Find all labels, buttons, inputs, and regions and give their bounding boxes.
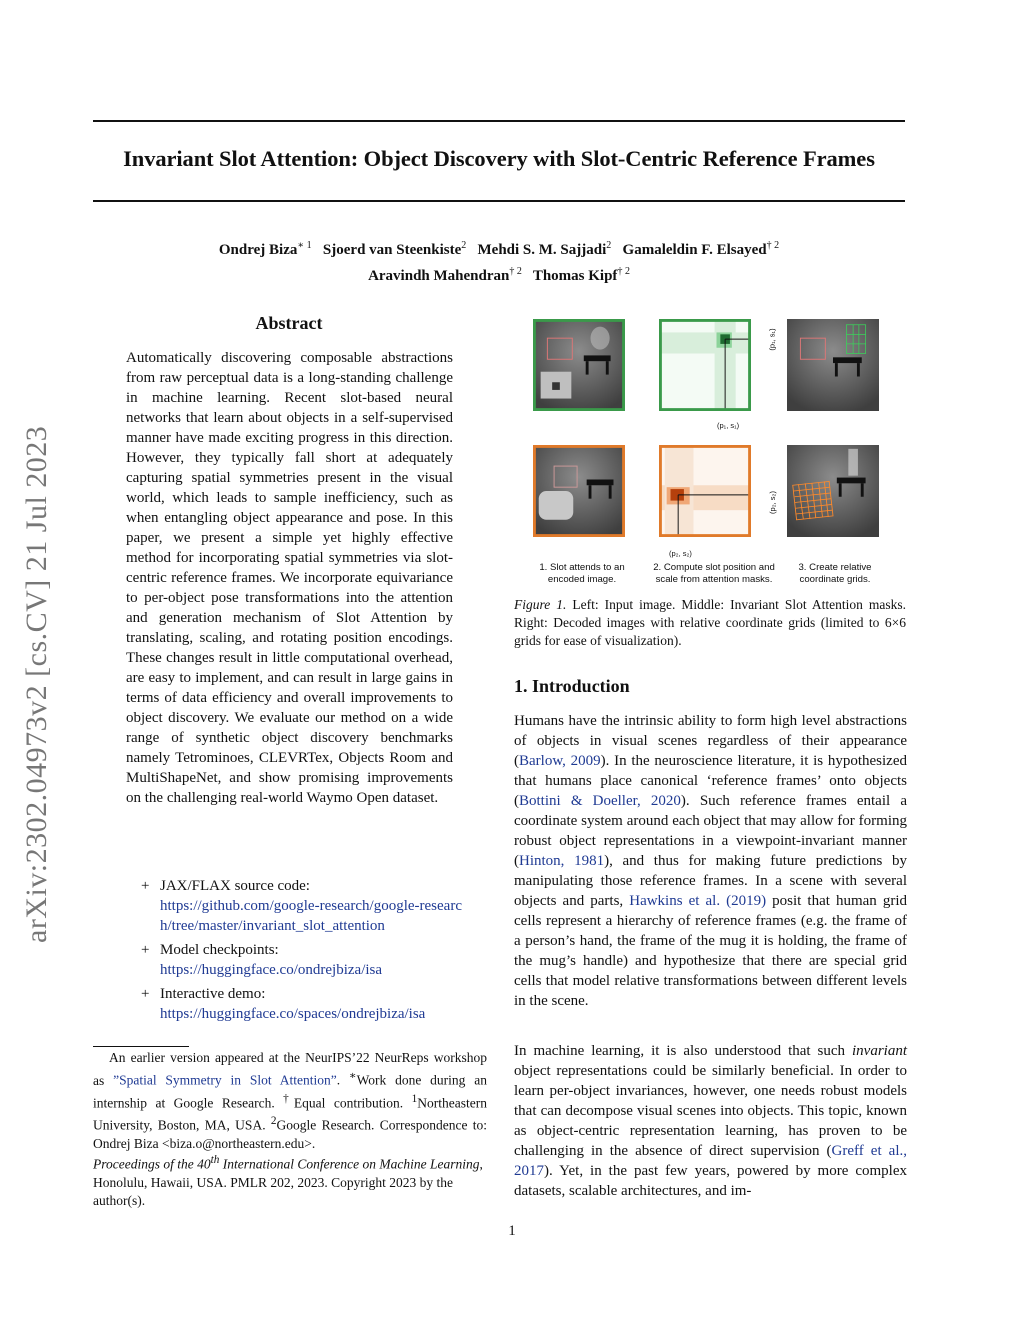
coordinate-label-horizontal: (p₁, s₁) — [717, 421, 740, 430]
introduction-heading: 1. Introduction — [514, 676, 630, 696]
author-name: Gamaleldin F. Elsayed — [622, 242, 767, 258]
proceedings-note — [93, 1151, 487, 1210]
figure-caption — [514, 596, 906, 650]
author-affiliation: † 2 — [766, 240, 780, 251]
proceedings-italic: International Conference on Machine Learning — [222, 1156, 480, 1172]
proceedings-number: 40 — [197, 1156, 211, 1172]
attention-mask-bottom — [659, 445, 751, 537]
author-line-2 — [93, 261, 905, 287]
citation-bottini[interactable]: Bottini & Doeller, 2020 — [519, 793, 681, 809]
proceedings-sup: th — [210, 1154, 220, 1166]
abstract-heading: Abstract — [255, 313, 323, 333]
paragraph-text: ). Such reference frames entail a coordinate system around each object that may allow for forming robust object representations in a viewpoint-invariant manner ( — [514, 793, 907, 869]
paper-title: Invariant Slot Attention: Object Discovery with Slot-Centric Reference Frames — [123, 146, 875, 171]
citation-barlow[interactable]: Barlow, 2009 — [519, 753, 601, 769]
step-caption-1: 1. Slot attends to an encoded image. — [539, 562, 625, 585]
affiliation-mark: 2 — [270, 1115, 277, 1127]
coordinate-label-horizontal: (p₂, s₂) — [669, 549, 692, 558]
resource-demo — [141, 984, 471, 1024]
figure-caption-text: Left: Input image. Middle: Invariant Slot Attention masks. Right: Decoded images with relative coordinate grids (limited to 6×6 grids for ease of visualization). — [514, 597, 906, 648]
author-affiliation: 2 — [606, 240, 612, 251]
input-image-top — [533, 319, 625, 411]
author-affiliation: † 2 — [617, 266, 630, 277]
resource-checkpoints — [141, 940, 471, 980]
title-rule-bottom — [93, 200, 905, 202]
paragraph-text: ). In the neuroscience literature, it is hypothesized that humans place canonical ‘reference frames’ onto objects ( — [514, 753, 907, 809]
figure-1 — [514, 315, 906, 590]
author-name: Ondrej Biza — [218, 242, 298, 258]
introduction-paragraph-2 — [514, 1041, 907, 1201]
paragraph-text: Humans have the intrinsic ability to form high level abstractions of objects in visual scenes regardless of their appearance ( — [514, 713, 907, 769]
citation-greff[interactable]: Greff et al., 2017 — [514, 1143, 907, 1179]
figure-label: Figure 1. — [514, 597, 567, 612]
author-name: Mehdi S. M. Sajjadi — [477, 242, 607, 258]
checkpoints-link[interactable]: https://huggingface.co/ondrejbiza/isa — [160, 962, 383, 978]
resource-label: Model checkpoints: — [160, 942, 279, 958]
author-list — [93, 235, 905, 287]
footnote-text: An earlier version appeared at the NeurIPS’22 NeurReps workshop as — [93, 1050, 487, 1088]
resource-label: Interactive demo: — [160, 986, 266, 1002]
proceedings-text: , Honolulu, Hawaii, USA. PMLR 202, 2023. Copyright 2023 by the author(s). — [93, 1156, 483, 1208]
author-affiliation: ∗ 1 — [297, 240, 312, 251]
author-affiliation: † 2 — [509, 266, 522, 277]
emphasis-invariant: invariant — [852, 1043, 907, 1059]
coordinate-label-vertical: (p₁, s₁) — [767, 328, 777, 351]
decoded-grid-top — [787, 319, 879, 411]
paragraph-text: object representations could be similarly beneficial. In order to learn per-object invariances, however, one needs robust models that can decompose visual scenes into objects. This topic, known as object-centric representation learning, has proven to be challenging in the absence of direct supervision ( — [514, 1063, 907, 1159]
footnote — [93, 1049, 487, 1153]
attention-mask-top — [659, 319, 751, 411]
footnote-rule — [93, 1046, 189, 1047]
abstract-text: Automatically discovering composable abstractions from raw perceptual data is a long-standing challenge in machine learning. Recent slot-based neural networks that learn about objects in a self-supervised manner have made exciting progress in this direction. However, they typically fall short at adequately capturing spatial symmetries present in the visual world, which leads to sample inefficiency, such as when entangling object appearance and pose. In this paper, we present a simple yet highly effective method for incorporating spatial symmetries via slot-centric reference frames. We incorporate equivariance to per-object pose transformations into the attention and generation mechanism of Slot Attention by translating, scaling, and rotating position encodings. These changes result in little computational overhead, are easy to implement, and can result in large gains in terms of data efficiency and overall improvements to object discovery. We evaluate our method on a wide range of synthetic object discovery benchmarks namely Tetrominoes, CLEVRTex, Objects Room and MultiShapeNet, and show promising improvements on the challenging real-world Waymo Open dataset. — [126, 350, 453, 806]
footnote-text: Work done during an internship at Google Research. — [93, 1072, 487, 1110]
step-caption-2: 2. Compute slot position and scale from attention masks. — [653, 562, 775, 585]
paragraph-text: ), and thus for making future predictions by manipulating those reference frames. In a scene with several objects and parts, — [514, 853, 908, 909]
resource-source-code — [141, 876, 471, 936]
dagger-mark: † — [283, 1092, 294, 1105]
author-name: Sjoerd van Steenkiste — [322, 242, 462, 258]
author-affiliation: 2 — [461, 240, 467, 251]
step-caption-3: 3. Create relative coordinate grids. — [798, 562, 872, 585]
paragraph-text: posit that human grid cells represent a hierarchy of reference frames (e.g. the frame of a person’s hand, the frame of the mug it is holding, the frame of the mug’s handle) and hypothesize that there are special grid cells that model relative transformations between different levels in the scene. — [514, 893, 908, 1009]
citation-hawkins[interactable]: Hawkins et al. (2019) — [629, 893, 767, 909]
introduction-paragraph-1 — [514, 711, 907, 1011]
footnote-text: Google Research. Correspondence to: Ondrej Biza <biza.o@northeastern.edu>. — [93, 1117, 488, 1151]
source-code-link[interactable]: https://github.com/google-research/google-research/tree/master/invariant_slot_attention — [160, 898, 462, 934]
paragraph-text: ). Yet, in the past few years, powered by more complex datasets, scalable architectures, and im- — [514, 1163, 907, 1199]
author-line-1 — [93, 235, 905, 261]
proceedings-italic: Proceedings of the — [93, 1156, 194, 1172]
coordinate-label-vertical: (p₂, s₂) — [767, 491, 777, 514]
demo-link[interactable]: https://huggingface.co/spaces/ondrejbiza/isa — [160, 1006, 426, 1022]
footnote-text: Northeastern University, Boston, MA, USA. — [93, 1095, 488, 1133]
footnote-text: Equal contribution. — [293, 1095, 404, 1110]
bullet-plus: + — [141, 986, 150, 1002]
paragraph-text: In machine learning, it is also understood that such — [514, 1043, 852, 1059]
footnote-text: . — [336, 1072, 349, 1088]
affiliation-mark: 1 — [411, 1092, 418, 1105]
title-rule-top — [93, 120, 905, 122]
decoded-grid-bottom — [787, 445, 879, 537]
star-mark: ∗ — [348, 1070, 357, 1082]
bullet-plus: + — [141, 942, 150, 958]
author-name: Aravindh Mahendran — [368, 268, 510, 284]
workshop-paper-link[interactable]: ”Spatial Symmetry in Slot Attention” — [113, 1072, 337, 1088]
input-image-bottom — [533, 445, 625, 537]
arxiv-identifier: arXiv:2302.04973v2 [cs.CV] 21 Jul 2023 — [20, 425, 53, 943]
bullet-plus: + — [141, 878, 150, 894]
page-number: 1 — [508, 1223, 516, 1239]
citation-hinton[interactable]: Hinton, 1981 — [519, 853, 605, 869]
author-name: Thomas Kipf — [532, 268, 618, 284]
resource-label: JAX/FLAX source code: — [160, 878, 310, 894]
